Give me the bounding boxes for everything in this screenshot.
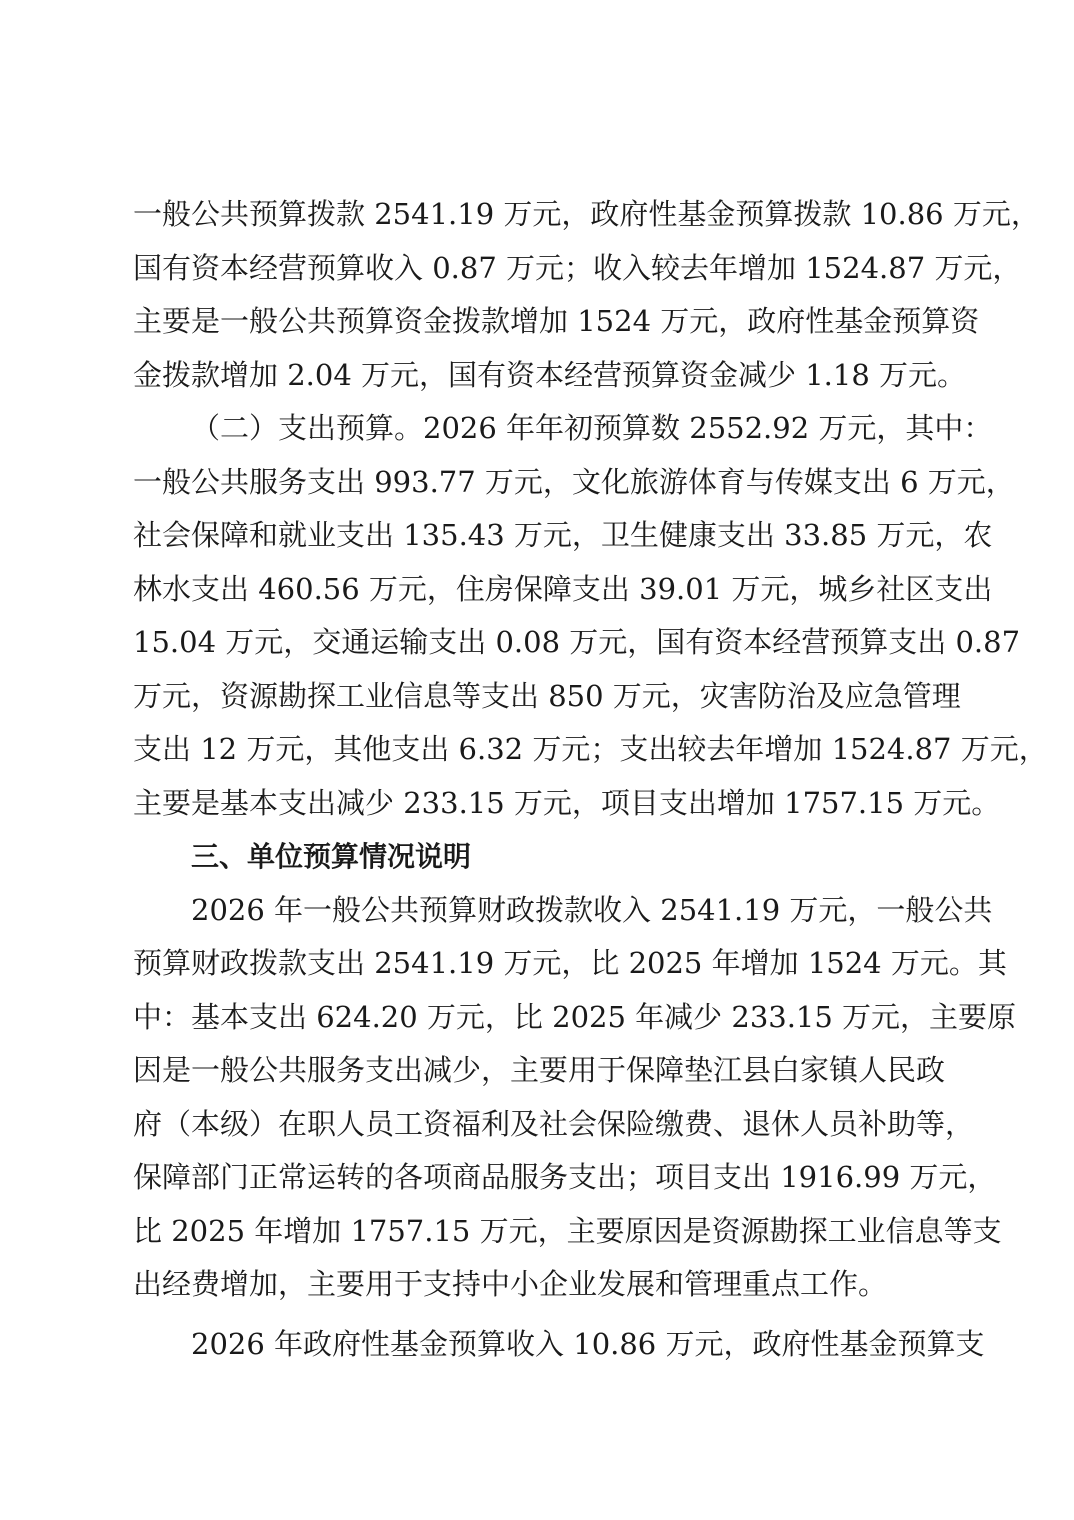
text-line: 主要是一般公共预算资金拨款增加 1524 万元，政府性基金预算资 — [133, 304, 980, 338]
text-line: 一般公共预算拨款 2541.19 万元，政府性基金预算拨款 10.86 万元， — [133, 197, 1040, 231]
text-line: 因是一般公共服务支出减少，主要用于保障垫江县白家镇人民政 — [133, 1053, 946, 1087]
text-line: 府（本级）在职人员工资福利及社会保险缴费、退休人员补助等， — [133, 1106, 975, 1141]
paragraph-income-continuation — [133, 188, 1040, 402]
text-line: 一般公共服务支出 993.77 万元，文化旅游体育与传媒支出 6 万元， — [133, 464, 1015, 499]
text-run: 。2026 年年初预算数 2552.92 万元，其中： — [394, 411, 993, 445]
text-line: 预算财政拨款支出 2541.19 万元，比 2025 年增加 1524 万元。其 — [133, 946, 1007, 980]
text-line: 比 2025 年增加 1757.15 万元，主要原因是资源勘探工业信息等支 — [133, 1213, 1002, 1248]
text-line: 中：基本支出 624.20 万元，比 2025 年减少 233.15 万元，主要原 — [133, 999, 1017, 1034]
text-line: 保障部门正常运转的各项商品服务支出；项目支出 1916.99 万元， — [133, 1160, 997, 1194]
paragraph-unit-budget — [133, 884, 1017, 1312]
text-line: 出经费增加，主要用于支持中小企业发展和管理重点工作。 — [133, 1267, 888, 1301]
text-line: 国有资本经营预算收入 0.87 万元；收入较去年增加 1524.87 万元， — [133, 250, 1022, 285]
text-line: 金拨款增加 2.04 万元，国有资本经营预算资金减少 1.18 万元。 — [133, 357, 967, 392]
text-line — [133, 402, 993, 456]
document-body — [133, 188, 1048, 1371]
text-line: 15.04 万元，交通运输支出 0.08 万元，国有资本经营预算支出 0.87 — [133, 625, 1021, 659]
text-line: 林水支出 460.56 万元，住房保障支出 39.01 万元，城乡社区支出 — [133, 571, 993, 606]
section-subheading: （二）支出预算 — [191, 411, 395, 445]
text-line: 主要是基本支出减少 233.15 万元，项目支出增加 1757.15 万元。 — [133, 785, 1001, 820]
text-line: 2026 年政府性基金预算收入 10.86 万元，政府性基金预算支 — [191, 1326, 985, 1361]
text-line: 支出 12 万元，其他支出 6.32 万元；支出较去年增加 1524.87 万元， — [133, 732, 1048, 766]
text-line: 社会保障和就业支出 135.43 万元，卫生健康支出 33.85 万元，农 — [133, 518, 993, 552]
paragraph-expenditure-budget — [133, 402, 1048, 830]
section-heading: 三、单位预算情况说明 — [191, 840, 472, 873]
paragraph-fund-budget — [133, 1318, 985, 1372]
text-line: 2026 年一般公共预算财政拨款收入 2541.19 万元，一般公共 — [191, 892, 993, 927]
text-line: 万元，资源勘探工业信息等支出 850 万元，灾害防治及应急管理 — [133, 678, 961, 713]
